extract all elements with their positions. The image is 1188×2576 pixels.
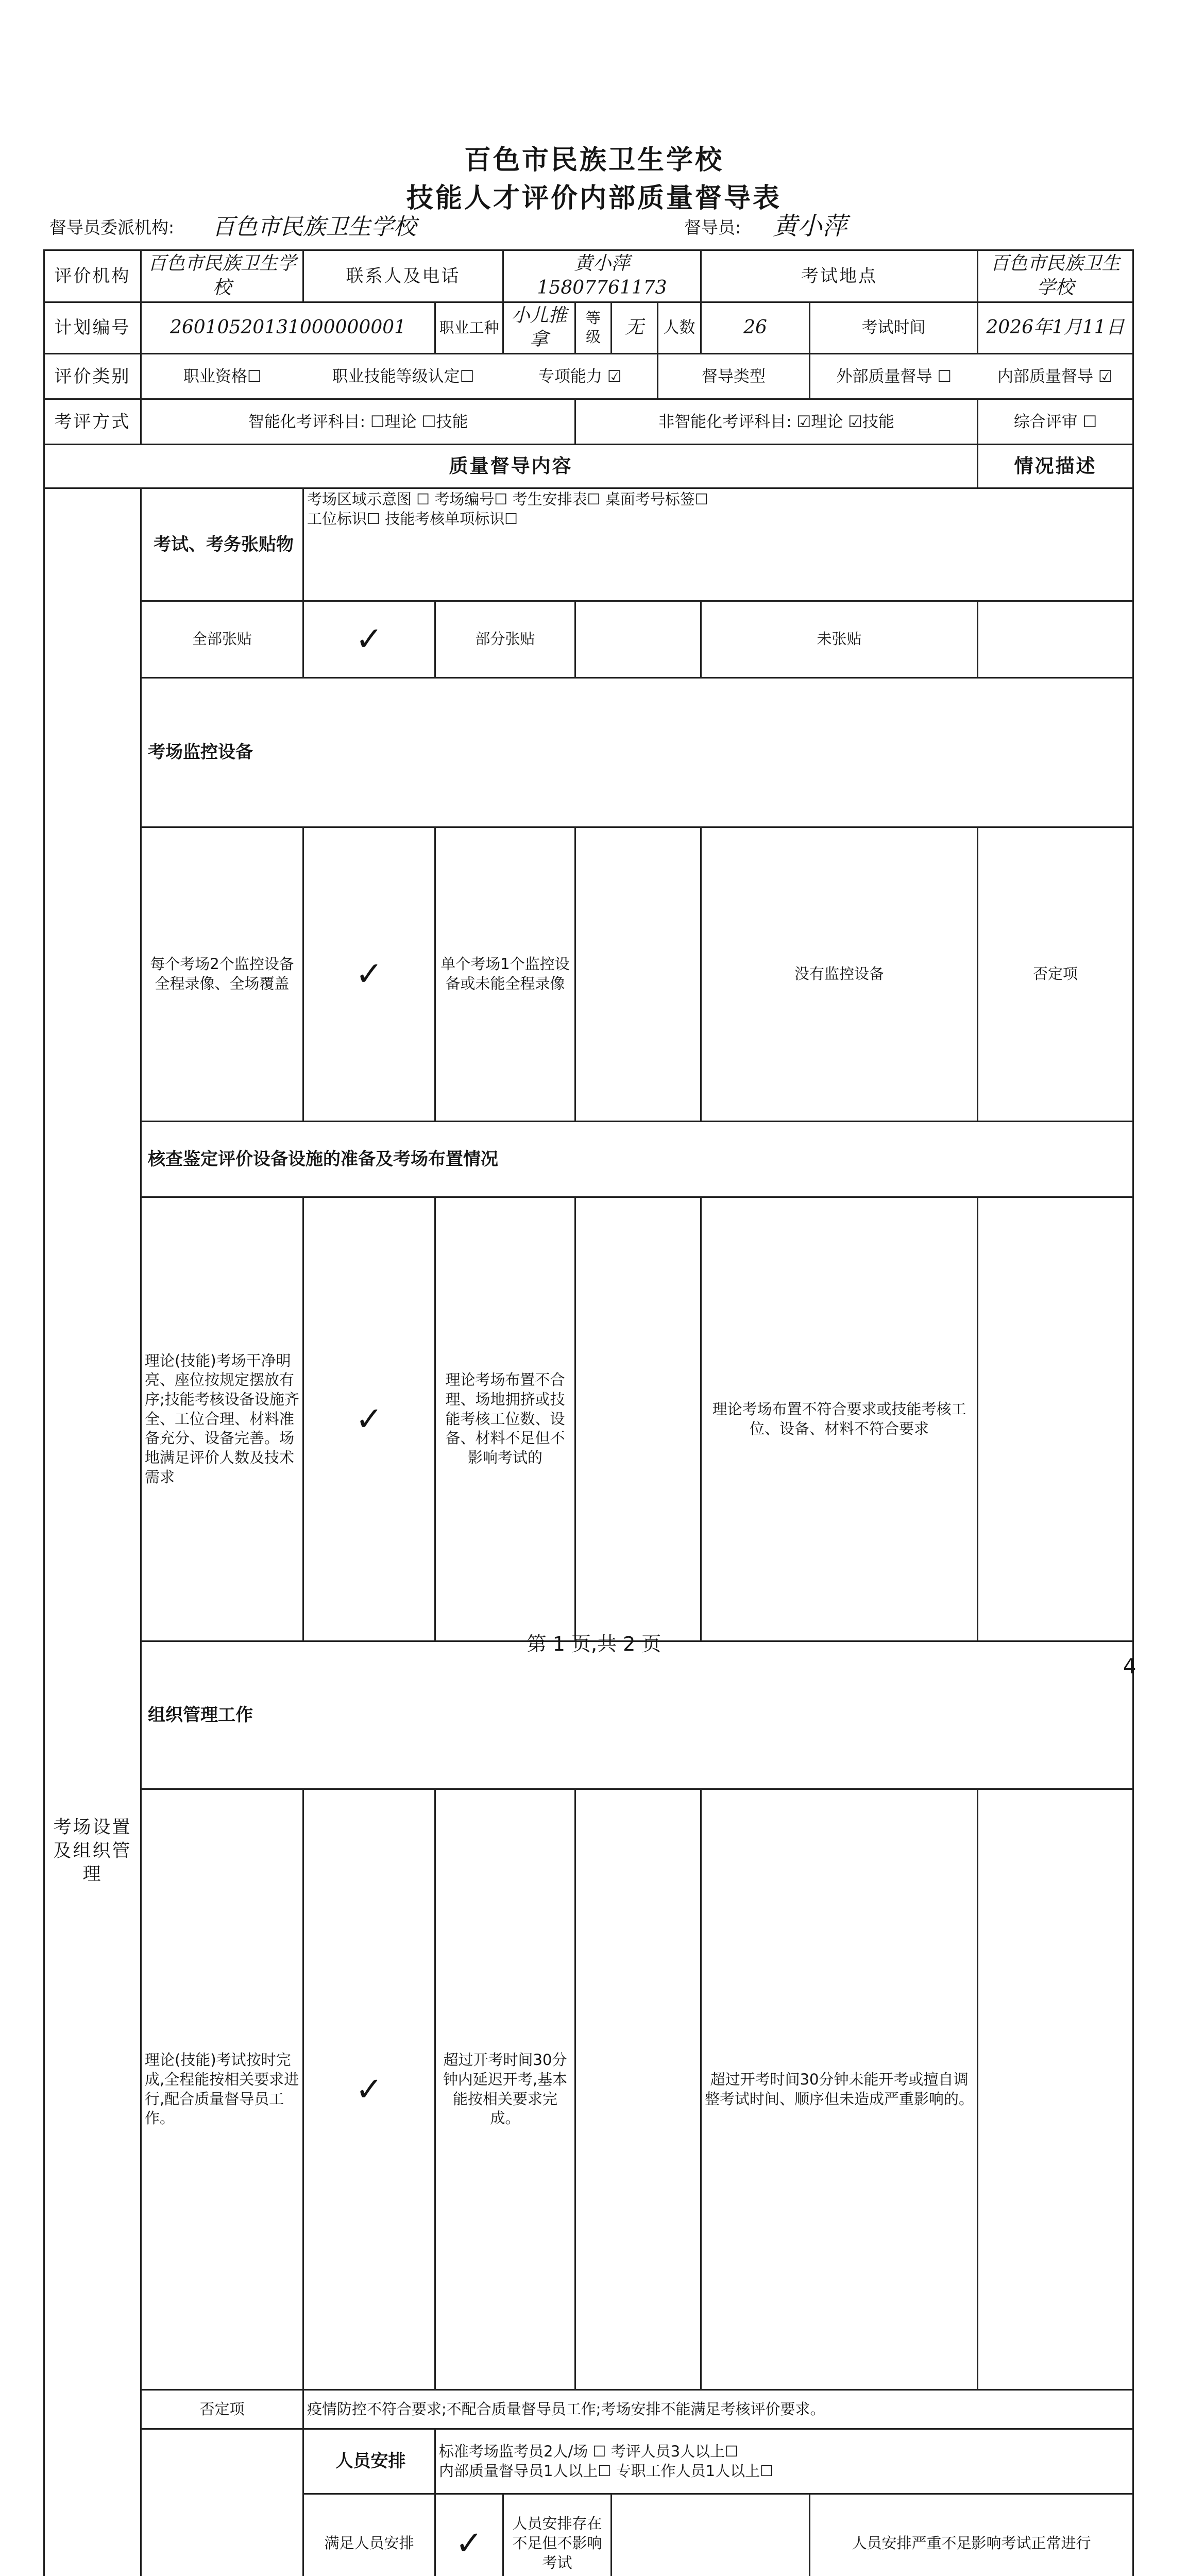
monitor-options-row [44, 827, 1133, 1122]
staffing-opt1: 满足人员安排 [303, 2494, 435, 2576]
staffing-items-line2[interactable]: 内部质量督导员1人以上☐ 专职工作人员1人以上☐ [439, 2462, 774, 2480]
row-category [44, 354, 1133, 399]
check-mark-icon: ✓ [303, 1197, 435, 1641]
sec1-label: 考场设置及组织管理 [44, 488, 141, 2576]
job-label: 职业工种 [435, 302, 503, 354]
contact-label: 联系人及电话 [303, 250, 503, 302]
org-work-options-row [44, 1789, 1133, 2389]
method-nonsmart[interactable]: 非智能化考评科目: ☑理论 ☑技能 [575, 399, 978, 445]
grade-label: 等级 [575, 302, 612, 354]
count-value: 26 [701, 302, 810, 354]
negative-text: 疫情防控不符合要求;不配合质量督导员工作;考场安排不能满足考核评价要求。 [303, 2389, 1133, 2429]
plan-label: 计划编号 [44, 302, 141, 354]
desc-header: 情况描述 [978, 445, 1133, 488]
posting-opt-none: 未张贴 [701, 601, 978, 677]
negative-label: 否定项 [141, 2389, 303, 2429]
supervision-type-label: 督导类型 [658, 354, 810, 399]
venue-opt3-check [978, 1197, 1133, 1641]
method-smart[interactable]: 智能化考评科目: ☐理论 ☐技能 [141, 399, 575, 445]
staffing-items [435, 2429, 1133, 2494]
supervisor-label: 督导员: [684, 217, 741, 238]
org-work-opt1: 理论(技能)考试按时完成,全程能按相关要求进行,配合质量督导员工作。 [141, 1789, 303, 2389]
time-value: 2026年1月11日 [978, 302, 1133, 354]
negative-row [44, 2389, 1133, 2429]
supervision-external[interactable]: 外部质量督导 ☐ [810, 354, 978, 399]
site-value: 百色市民族卫生学校 [978, 250, 1133, 302]
posting-opt-all: 全部张贴 [141, 601, 303, 677]
school-title: 百色市民族卫生学校 [464, 145, 724, 176]
check-mark-icon: ✓ [303, 601, 435, 677]
org-work-opt2: 超过开考时间30分钟内延迟开考,基本能按相关要求完成。 [435, 1789, 575, 2389]
staffing-items-line1[interactable]: 标准考场监考员2人/场 ☐ 考评人员3人以上☐ [439, 2442, 739, 2460]
staffing-opt2: 人员安排存在不足但不影响考试 [503, 2494, 612, 2576]
org-work-title-row [44, 1641, 1133, 1789]
sec2-label [141, 2429, 303, 2576]
monitor-opt2-check [575, 827, 701, 1122]
org-label: 评价机构 [44, 250, 141, 302]
sec1-posting-row [44, 488, 1133, 601]
supervision-form [43, 249, 1134, 2576]
posting-options-row [44, 601, 1133, 677]
page-footer: 第 1 页,共 2 页 [527, 1633, 661, 1655]
agency-value: 百色市民族卫生学校 [212, 214, 416, 240]
org-work-opt2-check [575, 1789, 701, 2389]
venue-opt1: 理论(技能)考场干净明亮、座位按规定摆放有序;技能考核设备设施齐全、工位合理、材料准备充分、设备完善。场地满足评价人数及技术需求 [141, 1197, 303, 1641]
site-label: 考试地点 [701, 250, 978, 302]
supervision-internal[interactable]: 内部质量督导 ☑ [978, 354, 1133, 399]
posting-items [303, 488, 1133, 601]
monitor-opt4: 否定项 [978, 827, 1133, 1122]
category-opt-qualification[interactable]: 职业资格☐ [141, 354, 303, 399]
venue-title: 核查鉴定评价设备设施的准备及考场布置情况 [141, 1122, 1133, 1197]
posting-items-line2[interactable]: 工位标识☐ 技能考核单项标识☐ [307, 510, 518, 528]
venue-opt3: 理论考场布置不符合要求或技能考核工位、设备、材料不符合要求 [701, 1197, 978, 1641]
staffing-opt2-check [612, 2494, 810, 2576]
contact-value: 黄小萍 15807761173 [503, 250, 701, 302]
agency-label: 督导员委派机构: [49, 217, 175, 238]
venue-opt2-check [575, 1197, 701, 1641]
count-label: 人数 [658, 302, 701, 354]
form-title: 技能人才评价内部质量督导表 [406, 183, 782, 214]
org-value: 百色市民族卫生学校 [141, 250, 303, 302]
category-opt-special[interactable]: 专项能力 ☑ [503, 354, 658, 399]
method-review[interactable]: 综合评审 ☐ [978, 399, 1133, 445]
posting-items-line1[interactable]: 考场区域示意图 ☐ 考场编号☐ 考生安排表☐ 桌面考号标签☐ [307, 490, 708, 509]
check-mark-icon: ✓ [303, 827, 435, 1122]
row-header [44, 445, 1133, 488]
monitor-opt3: 没有监控设备 [701, 827, 978, 1122]
row-method [44, 399, 1133, 445]
job-value: 小儿推拿 [503, 302, 575, 354]
venue-options-row [44, 1197, 1133, 1641]
check-mark-icon: ✓ [435, 2494, 503, 2576]
staffing-title-row [44, 2429, 1133, 2494]
venue-opt2: 理论考场布置不合理、场地拥挤或技能考核工位数、设备、材料不足但不影响考试的 [435, 1197, 575, 1641]
supervisor-value: 黄小萍 [773, 212, 847, 241]
plan-value: 26010520131000000001 [141, 302, 435, 354]
content-header: 质量督导内容 [44, 445, 978, 488]
page-number: 4 [1123, 1655, 1136, 1679]
posting-opt-none-check [978, 601, 1133, 677]
org-work-opt3: 超过开考时间30分钟未能开考或擅自调整考试时间、顺序但未造成严重影响的。 [701, 1789, 978, 2389]
monitor-opt2: 单个考场1个监控设备或未能全程录像 [435, 827, 575, 1122]
venue-title-row [44, 1122, 1133, 1197]
staffing-title: 人员安排 [303, 2429, 435, 2494]
monitor-opt1: 每个考场2个监控设备全程录像、全场覆盖 [141, 827, 303, 1122]
time-label: 考试时间 [810, 302, 978, 354]
grade-value: 无 [612, 302, 658, 354]
monitor-title: 考场监控设备 [141, 678, 1133, 827]
org-work-opt3-check [978, 1789, 1133, 2389]
posting-opt-partial: 部分张贴 [435, 601, 575, 677]
posting-title: 考试、考务张贴物 [141, 488, 303, 601]
monitor-title-row [44, 678, 1133, 827]
org-work-title: 组织管理工作 [141, 1641, 1133, 1789]
staffing-opt3: 人员安排严重不足影响考试正常进行 [810, 2494, 1133, 2576]
category-label: 评价类别 [44, 354, 141, 399]
row-plan [44, 302, 1133, 354]
posting-opt-partial-check [575, 601, 701, 677]
row-org [44, 250, 1133, 302]
category-opt-skill-level[interactable]: 职业技能等级认定☐ [303, 354, 503, 399]
method-label: 考评方式 [44, 399, 141, 445]
check-mark-icon: ✓ [303, 1789, 435, 2389]
